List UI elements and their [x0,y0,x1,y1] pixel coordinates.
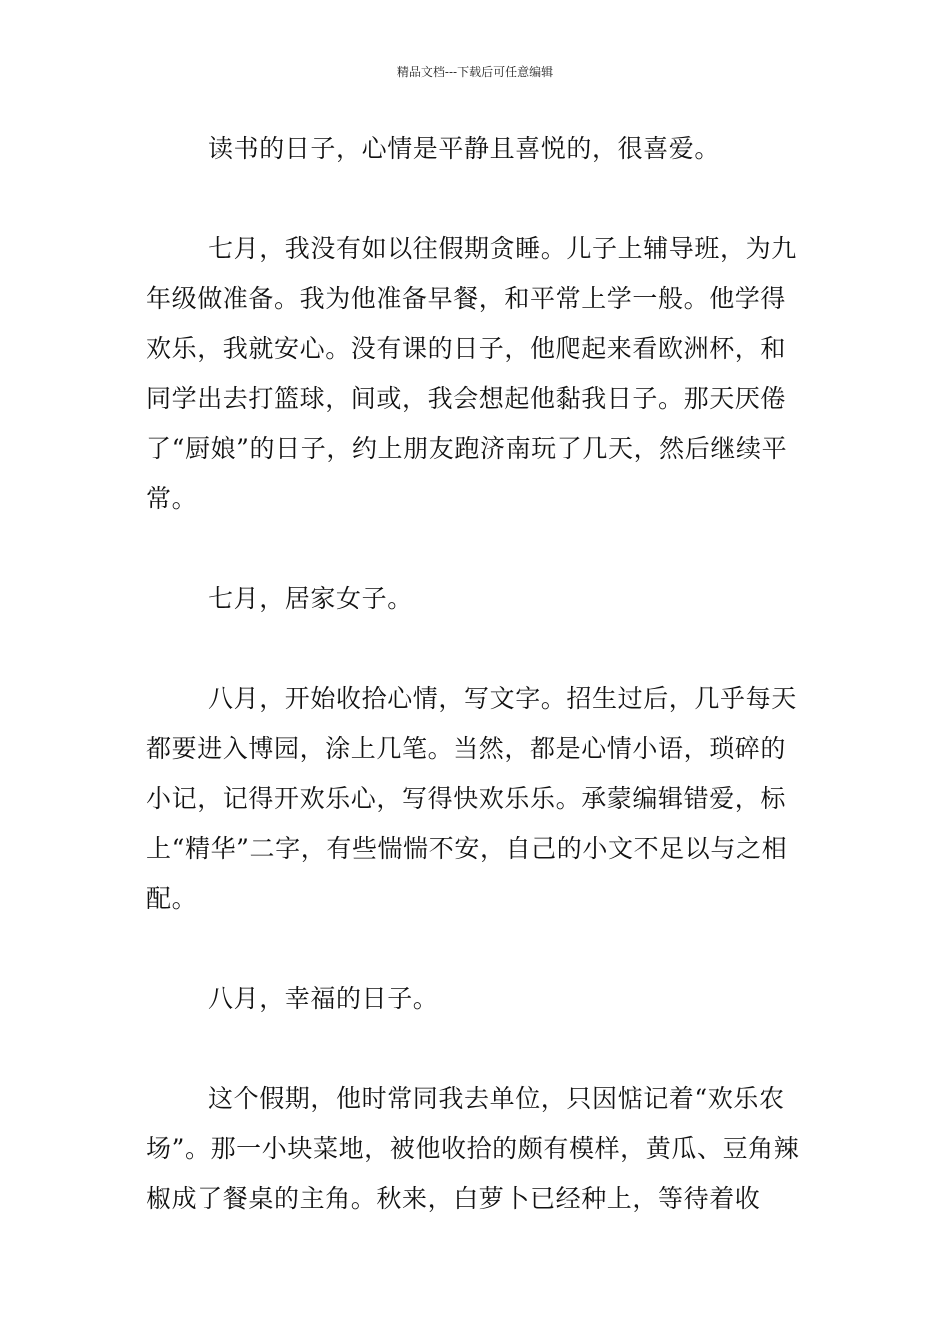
paragraph: 七月，居家女子。 [208,584,413,613]
paragraph: 八月，幸福的日子。 [208,984,439,1013]
paragraph: 八月，开始收拾心情，写文字。招生过后，几乎每天都要进入博园，涂上几笔。当然，都是心情小语，琐碎的小记，记得开欢乐心，写得快欢乐乐。承蒙编辑错爱，标上“精华”二字，有些惴惴不安，自己的小文不足以与之相配。 [146,684,797,913]
page-header: 精品文档---下载后可任意编辑 [396,65,554,79]
paragraph: 这个假期，他时常同我去单位，只因惦记着“欢乐农场”。那一小块菜地，被他收拾的颇有模样，黄瓜、豆角辣椒成了餐桌的主角。秋来，白萝卜已经种上，等待着收 [146,1084,800,1213]
paragraph: 读书的日子，心情是平静且喜悦的，很喜爱。 [208,134,721,163]
document-body [146,124,806,1224]
paragraph: 七月，我没有如以往假期贪睡。儿子上辅导班，为九年级做准备。我为他准备早餐，和平常上学一般。他学得欢乐，我就安心。没有课的日子，他爬起来看欧洲杯，和同学出去打篮球，间或，我会想起他黏我日子。那天厌倦了“厨娘”的日子，约上朋友跑济南玩了几天，然后继续平常。 [146,234,797,513]
